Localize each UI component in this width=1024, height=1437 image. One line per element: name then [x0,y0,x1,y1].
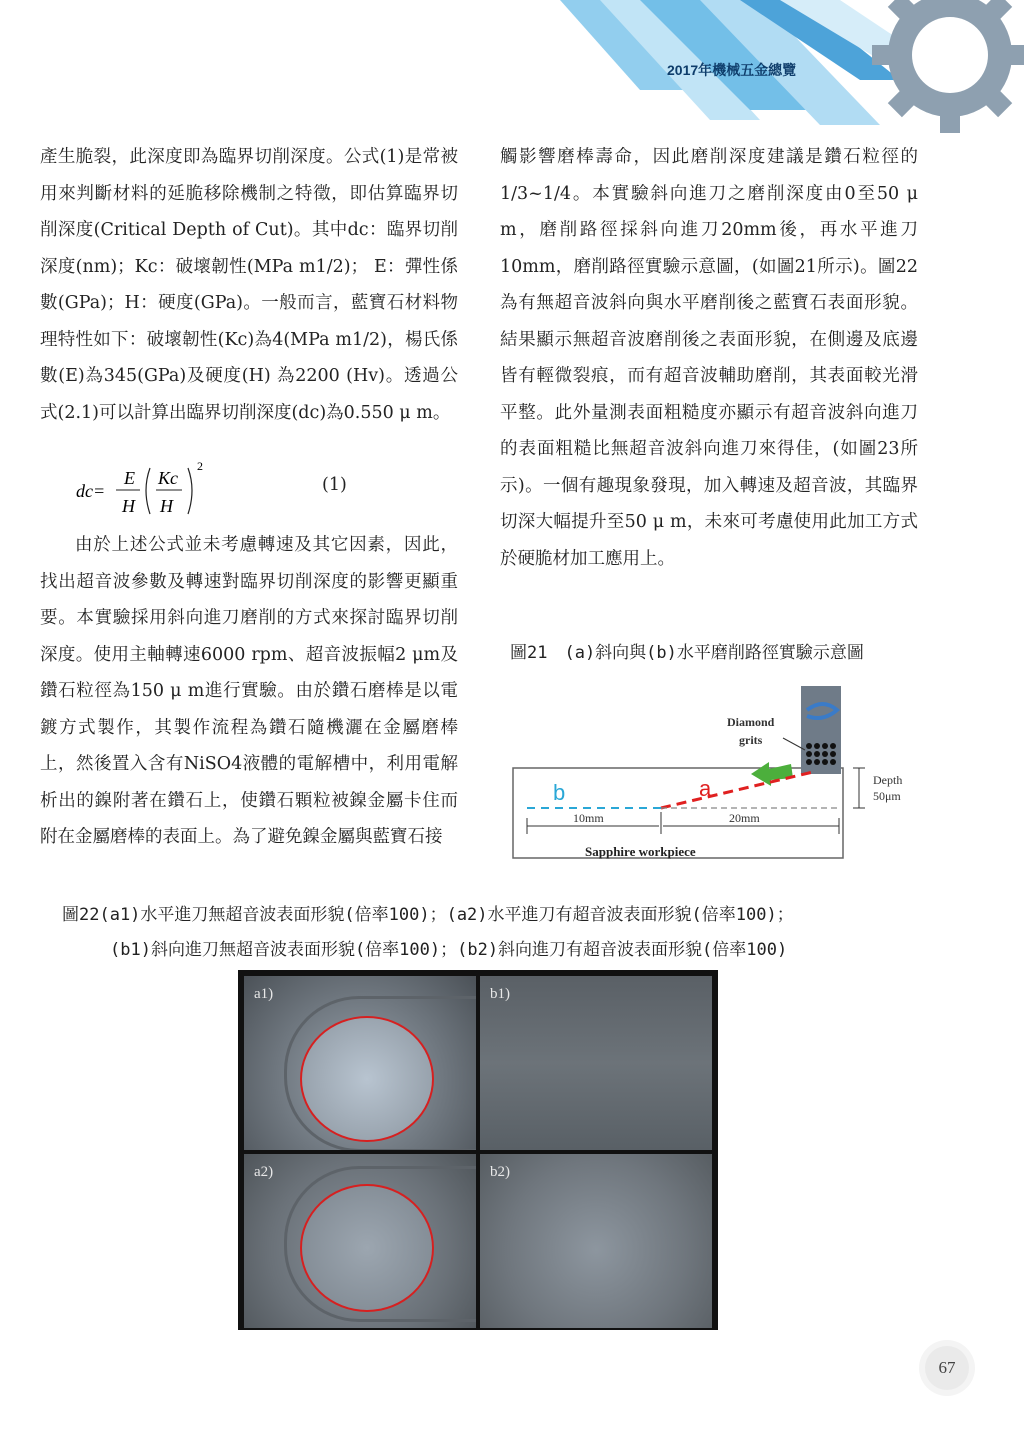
label-a: a [699,776,712,801]
panel-label-b2: b2) [490,1164,510,1180]
figure21-caption: 圖21 (a)斜向與(b)水平磨削路徑實驗示意圖 [510,643,864,663]
panel-label-a2: a2) [254,1164,274,1180]
header-decoration [0,0,1024,140]
left-column [40,139,458,431]
left-paragraph-2: 由於上述公式並未考慮轉速及其它因素，因此，找出超音波參數及轉速對臨界切削深度的影響更顯重要。本實驗採用斜向進刀磨削的方式來探討臨界切削深度。使用主軸轉速6000 rpm、超音波振幅2 μm及鑽石粒徑為150 μ m進行實驗。由於鑽石磨棒是以電鍍方式製作，其製作流程為鑽石隨機灑在金屬磨棒上，然後置入含有NiSO4液體的電解槽中，利用電解析出的鎳附著在鑽石上，使鑽石顆粒被鎳金屬卡住而附在金屬磨棒的表面上。為了避免鎳金屬與藍寶石接 [40,535,458,847]
label-grits: grits [739,733,763,747]
micrograph-a1 [244,976,476,1150]
micrograph-b2 [480,1154,712,1328]
figure21-diagram [503,680,921,880]
formula-num-left: E [124,468,135,488]
magazine-title: 2017年機械五金總覽 [667,62,797,78]
label-depth: Depth [873,773,903,787]
figure22-caption-line1: 圖22(a1)水平進刀無超音波表面形貌(倍率100)；(a2)水平進刀有超音波表面形貌(倍率100)； [62,905,794,925]
formula-number: (1) [322,475,347,495]
left-paragraph-1: 產生脆裂，此深度即為臨界切削深度。公式(1)是常被用來判斷材料的延脆移除機制之特徵，即估算臨界切削深度(Critical Depth of Cut)。其中dc：臨界切削深度(nm)；Kc：破壞韌性(MPa m1/2)； E：彈性係數(GPa)；H：硬度(GPa)。一般而言，藍寶石材料物理特性如下：破壞韌性(Kc)為4(MPa m1/2)，楊氏係數(E)為345(GPa)及硬度(H) 為2200 (Hv)。透過公式(2.1)可以計算出臨界切削深度(dc)為0.550 μ m。 [40,147,458,423]
formula-lhs: dc= [76,481,106,501]
label-diamond: Diamond [727,715,775,729]
formula-num-right: Kc [158,468,178,488]
micrograph-b1 [480,976,712,1150]
label-20mm: 20mm [729,811,760,825]
label-10mm: 10mm [573,811,604,825]
label-depth-value: 50μm [873,789,901,803]
gear-icon [872,0,1024,133]
figure22-caption-line2: (b1)斜向進刀無超音波表面形貌(倍率100)；(b2)斜向進刀有超音波表面形貌(倍率100) [110,940,788,960]
right-paragraph-1: 觸影響磨棒壽命，因此磨削深度建議是鑽石粒徑的1/3~1/4。本實驗斜向進刀之磨削深度由0至50 μ m，磨削路徑採斜向進刀20mm後，再水平進刀10mm，磨削路徑實驗示意圖，(如圖21所示)。圖22為有無超音波斜向與水平磨削後之藍寶石表面形貌。結果顯示無超音波磨削後之表面形貌，在側邊及底邊皆有輕微裂痕，而有超音波輔助磨削，其表面較光滑平整。此外量測表面粗糙度亦顯示有超音波斜向進刀的表面粗糙比無超音波斜向進刀來得佳，(如圖23所示)。一個有趣現象發現，加入轉速及超音波，其臨界切深大幅提升至50 μ m，未來可考慮使用此加工方式於硬脆材加工應用上。 [500,147,918,569]
formula-exponent: 2 [197,460,203,473]
micrograph-a2 [244,1154,476,1328]
right-column [500,139,918,577]
figure22-micrographs [238,970,718,1330]
left-column-lower [40,527,458,856]
page-number: 67 [925,1346,969,1390]
formula-den-right: H [160,496,173,516]
panel-label-b1: b1) [490,986,510,1002]
label-b: b [553,780,566,805]
panel-label-a1: a1) [254,986,274,1002]
label-workpiece: Sapphire workpiece [585,844,696,859]
formula-den-left: H [122,496,135,516]
